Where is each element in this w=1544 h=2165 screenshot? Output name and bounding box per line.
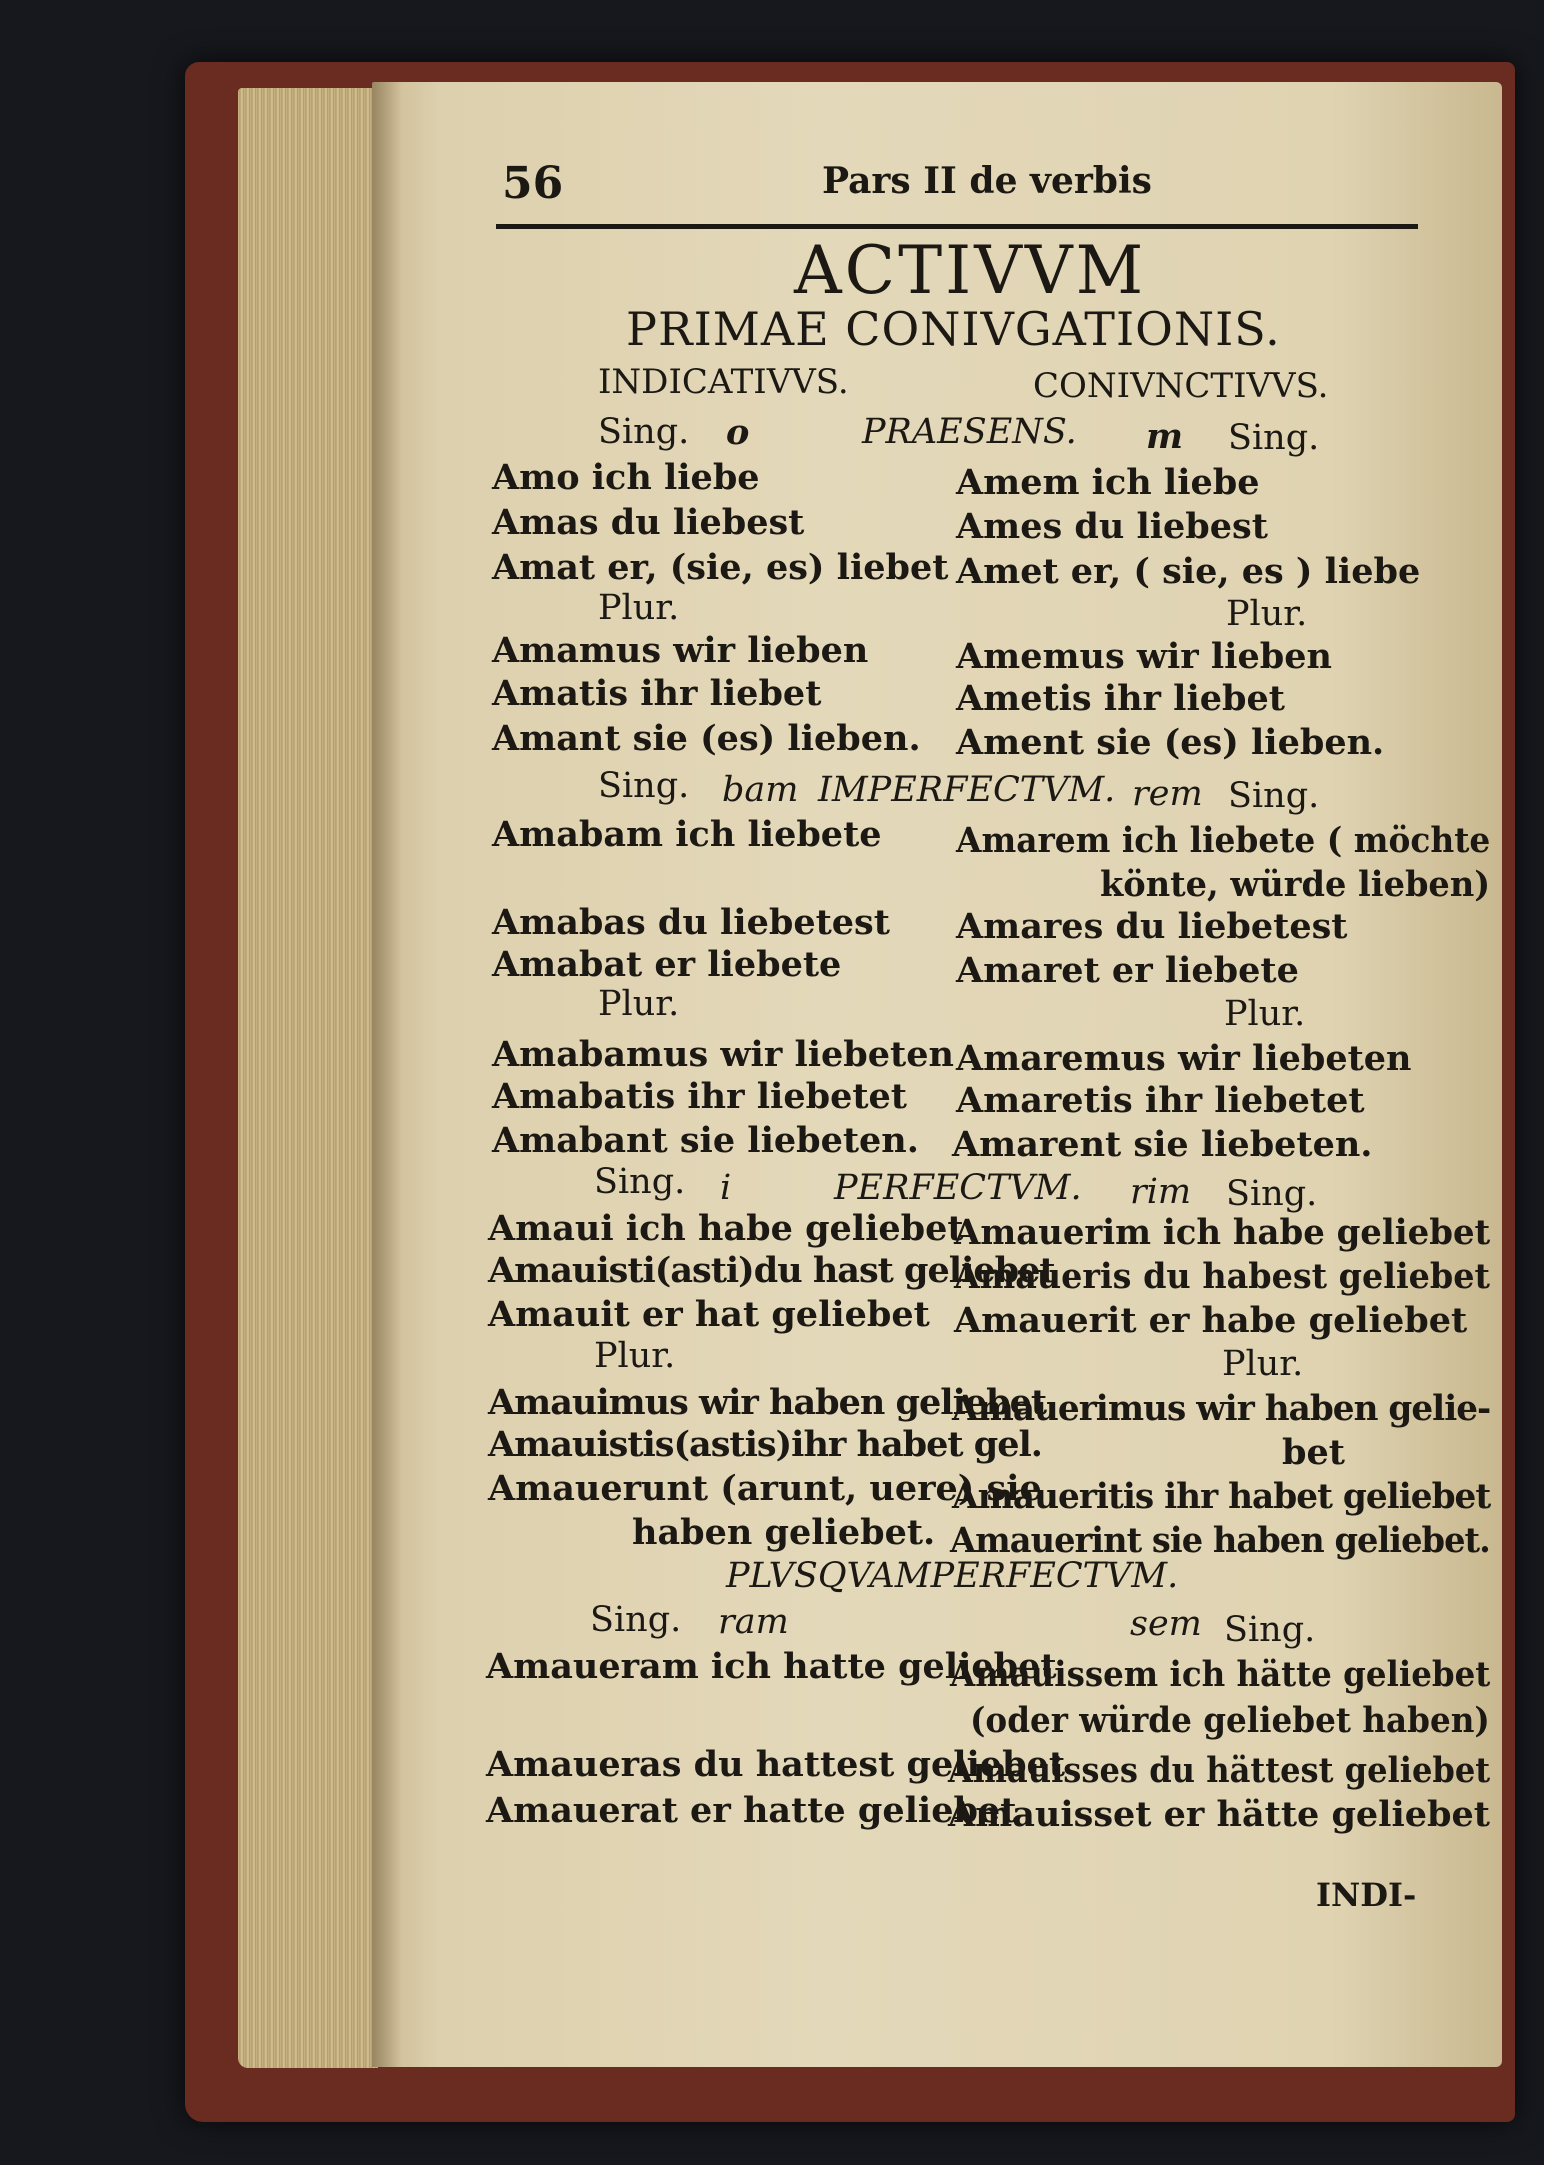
- section-left-ending: o: [726, 412, 750, 453]
- page-number: 56: [502, 158, 564, 209]
- conj-row-right-cont: (oder würde geliebet haben): [970, 1700, 1490, 1741]
- conj-row-right: Amauerimus wir haben gelie-: [952, 1388, 1491, 1429]
- conj-row-right: Amauisset er hätte geliebet: [948, 1794, 1490, 1835]
- section-left-ending: i: [720, 1168, 732, 1208]
- plural-label: Plur.: [1226, 594, 1308, 634]
- conj-row-right: Amaremus wir liebeten: [956, 1038, 1412, 1079]
- page-title: ACTIVVM: [794, 232, 1147, 309]
- mood-conjunctive: CONIVNCTIVVS.: [1033, 366, 1329, 406]
- conj-row-right: Amauerint sie haben geliebet.: [950, 1520, 1490, 1561]
- conj-row-left: Amaueras du hattest geliebet: [486, 1744, 1065, 1785]
- section-name: PRAESENS.: [862, 412, 1077, 452]
- conj-row-left: Amaui ich habe geliebet: [488, 1208, 964, 1249]
- section-name: IMPERFECTVM.: [818, 770, 1116, 810]
- conj-row-left: Amabatis ihr liebetet: [492, 1076, 907, 1117]
- section-left-sing: Sing.: [598, 412, 690, 452]
- conj-row-left: Amabat er liebete: [492, 944, 842, 985]
- conj-row-right: Amaretis ihr liebetet: [956, 1080, 1365, 1121]
- plural-label: Plur.: [598, 588, 680, 628]
- section-right-ending: sem: [1130, 1604, 1202, 1644]
- section-right-ending: rim: [1130, 1172, 1192, 1212]
- page-subtitle: PRIMAE CONIVGATIONIS.: [626, 302, 1281, 356]
- running-title: Pars II de verbis: [822, 160, 1152, 202]
- conj-row-right: Amet er, ( sie, es ) liebe: [956, 551, 1421, 592]
- section-right-ending: rem: [1132, 774, 1203, 814]
- conj-row-left: Amo ich liebe: [492, 457, 760, 498]
- conj-row-right: Amares du liebetest: [956, 906, 1348, 947]
- section-right-sing: Sing.: [1228, 418, 1320, 458]
- conj-row-left: Amaueram ich hatte geliebet: [486, 1646, 1057, 1687]
- conj-row-left: Amatis ihr liebet: [492, 673, 822, 714]
- conj-row-right: Amaueritis ihr habet geliebet: [952, 1476, 1491, 1517]
- conj-row-left: Amabamus wir liebeten: [492, 1034, 954, 1075]
- header-rule: [496, 224, 1418, 229]
- conj-row-right: Amem ich liebe: [956, 462, 1260, 503]
- section-right-sing: Sing.: [1226, 1174, 1318, 1214]
- conj-row-right: Amarem ich liebete ( möchte: [956, 820, 1491, 861]
- section-left-ending: bam: [722, 770, 799, 810]
- conj-row-right: Amemus wir lieben: [956, 636, 1332, 677]
- plural-label: Plur.: [1222, 1344, 1304, 1384]
- conj-row-left: Amabant sie liebeten.: [492, 1120, 919, 1161]
- conj-row-left: Amauisti(asti)du hast geliebet: [488, 1250, 1055, 1291]
- section-right-sing: Sing.: [1224, 1610, 1316, 1650]
- conj-row-left: Amas du liebest: [492, 502, 805, 543]
- catchword: INDI-: [1316, 1876, 1417, 1914]
- section-name: PERFECTVM.: [834, 1168, 1082, 1208]
- conj-row-right: Amauisses du hättest geliebet: [948, 1750, 1491, 1791]
- conj-row-left: Amauistis(astis)ihr habet gel.: [488, 1424, 1042, 1465]
- section-left-sing: Sing.: [594, 1162, 686, 1202]
- plural-label: Plur.: [594, 1336, 676, 1376]
- plural-label: Plur.: [1224, 994, 1306, 1034]
- conj-row-right: Amauissem ich hätte geliebet: [950, 1654, 1491, 1695]
- conj-row-left: Amauerat er hatte geliebet: [486, 1790, 1017, 1831]
- conj-row-right: Ament sie (es) lieben.: [956, 722, 1385, 763]
- conj-row-right: Amarent sie liebeten.: [952, 1124, 1373, 1165]
- conj-row-left: Amant sie (es) lieben.: [492, 718, 921, 759]
- conj-row-left-cont: haben geliebet.: [632, 1512, 936, 1553]
- conj-row-left: Amamus wir lieben: [492, 630, 869, 671]
- mood-indicative: INDICATIVVS.: [598, 362, 849, 402]
- conj-row-right-cont: bet: [1282, 1432, 1345, 1473]
- section-left-sing: Sing.: [590, 1600, 682, 1640]
- plural-label: Plur.: [598, 984, 680, 1024]
- conj-row-left: Amat er, (sie, es) liebet: [492, 547, 949, 588]
- conj-row-right: Amauerit er habe geliebet: [954, 1300, 1468, 1341]
- conj-row-right: Amaret er liebete: [956, 950, 1299, 991]
- section-left-sing: Sing.: [598, 766, 690, 806]
- section-right-ending: m: [1146, 416, 1184, 457]
- conj-row-right-cont: könte, würde lieben): [1100, 864, 1491, 905]
- conj-row-right: Ames du liebest: [956, 506, 1268, 547]
- section-left-ending: ram: [718, 1602, 789, 1642]
- conj-row-left: Amauimus wir haben geliebet: [488, 1382, 1047, 1423]
- conj-row-left: Amauit er hat geliebet: [488, 1294, 930, 1335]
- conj-row-right: Ametis ihr liebet: [956, 678, 1285, 719]
- conj-row-right: Amauerim ich habe geliebet: [954, 1212, 1491, 1253]
- conj-row-left: Amabam ich liebete: [492, 814, 882, 855]
- conj-row-right: Amaueris du habest geliebet: [954, 1256, 1490, 1297]
- section-name: PLVSQVAMPERFECTVM.: [726, 1556, 1179, 1596]
- conj-row-left: Amauerunt (arunt, uere) sie: [488, 1468, 1042, 1509]
- conj-row-left: Amabas du liebetest: [492, 902, 890, 943]
- section-right-sing: Sing.: [1228, 776, 1320, 816]
